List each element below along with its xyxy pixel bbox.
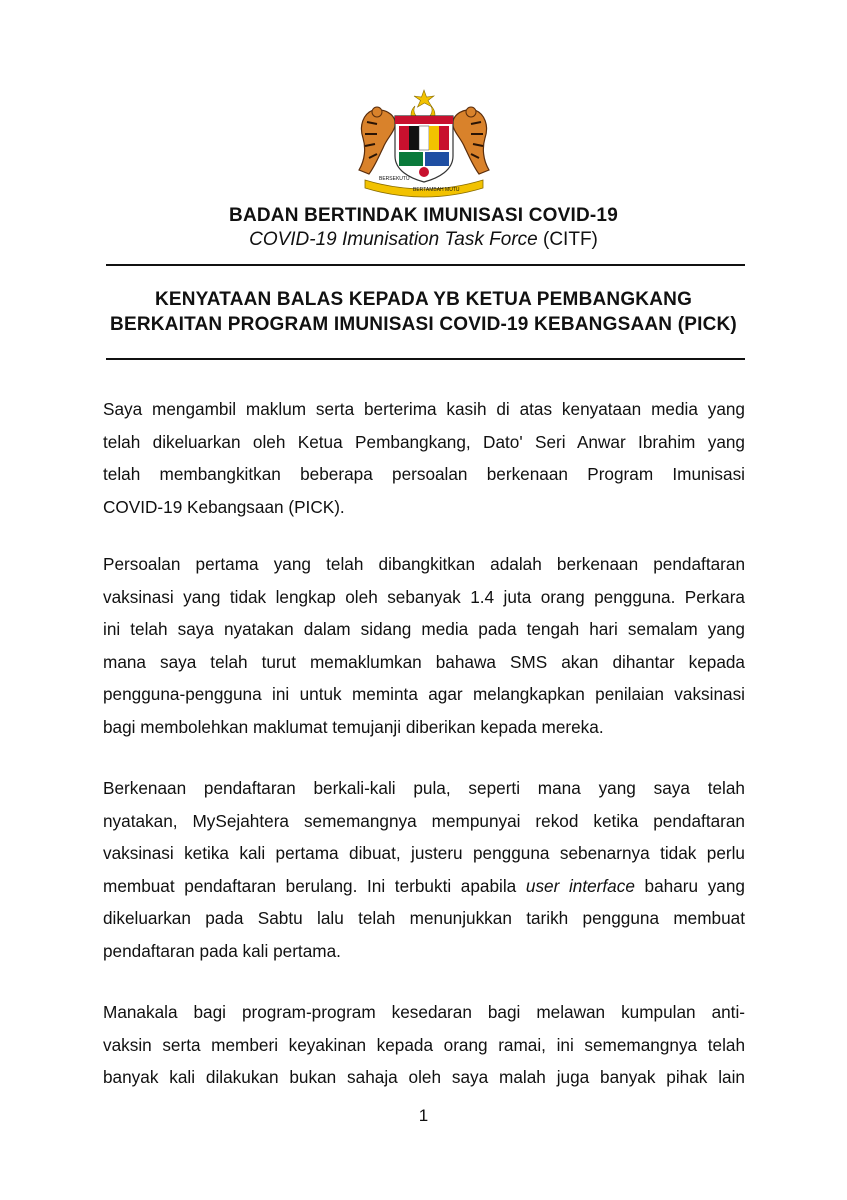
paragraph-text: baharu yang	[634, 875, 745, 896]
paragraph-1	[103, 393, 745, 523]
crest-motto-right: BERTAMBAH MUTU	[413, 187, 460, 193]
divider-top	[106, 264, 745, 266]
malaysia-coat-of-arms-icon	[343, 88, 505, 198]
statement-title-line1: KENYATAAN BALAS KEPADA YB KETUA PEMBANGKANG	[154, 289, 693, 310]
paragraph-4	[103, 996, 745, 1094]
paragraph-line: nyatakan, MySejahtera sememangnya mempunyai rekod ketika pendaftaran	[103, 810, 745, 831]
right-tiger-icon	[453, 107, 489, 174]
paragraph-line: Saya mengambil maklum serta berterima kasih di atas kenyataan media yang	[103, 399, 745, 419]
paragraph-line: telah membangkitkan beberapa persoalan berkenaan Program Imunisasi	[103, 464, 745, 484]
paragraph-line: ini telah saya nyatakan dalam sidang media pada tengah hari semalam yang	[103, 619, 745, 639]
statement-title-line2: BERKAITAN PROGRAM IMUNISASI COVID-19 KEBANGSAAN (PICK)	[110, 314, 737, 335]
paragraph-line: Persoalan pertama yang telah dibangkitkan adalah berkenaan pendaftaran	[103, 554, 745, 574]
org-subtitle	[0, 228, 847, 252]
crest-motto-left: BERSEKUTU	[379, 176, 410, 182]
paragraph-line: bagi membolehkan maklumat temujanji diberikan kepada mereka.	[103, 716, 604, 737]
paragraph-line: COVID-19 Kebangsaan (PICK).	[103, 496, 345, 517]
org-subtitle-acronym: (CITF)	[537, 229, 598, 250]
paragraph-line	[103, 870, 745, 903]
paragraph-line: pendaftaran pada kali pertama.	[103, 940, 341, 961]
left-tiger-icon	[359, 107, 395, 174]
divider-bottom	[106, 358, 745, 360]
paragraph-line: banyak kali dilakukan bukan sahaja oleh saya malah juga banyak pihak lain	[103, 1067, 745, 1087]
paragraph-2	[103, 548, 745, 743]
paragraph-line: Manakala bagi program-program kesedaran bagi melawan kumpulan anti-	[103, 1002, 745, 1022]
org-title: BADAN BERTINDAK IMUNISASI COVID-19	[229, 205, 618, 226]
paragraph-line: pengguna-pengguna ini untuk meminta agar melangkapkan penilaian vaksinasi	[103, 684, 745, 704]
paragraph-line: vaksin serta memberi keyakinan kepada orang ramai, ini sememangnya telah	[103, 1034, 745, 1055]
paragraph-italic-text: user interface	[525, 875, 635, 896]
shield-icon	[395, 116, 453, 182]
paragraph-line: telah dikeluarkan oleh Ketua Pembangkang, Dato' Seri Anwar Ibrahim yang	[103, 431, 745, 452]
paragraph-text: membuat pendaftaran berulang. Ini terbukti apabila	[103, 875, 526, 896]
org-subtitle-italic: COVID-19 Imunisation Task Force	[249, 229, 538, 250]
paragraph-line: vaksinasi ketika kali pertama dibuat, justeru pengguna sebenarnya tidak perlu	[103, 843, 745, 863]
star-icon	[414, 90, 434, 107]
paragraph-3	[103, 772, 745, 967]
paragraph-line: vaksinasi yang tidak lengkap oleh sebanyak 1.4 juta orang pengguna. Perkara	[103, 586, 745, 607]
page-number: 1	[418, 1106, 429, 1125]
paragraph-line: mana saya telah turut memaklumkan bahawa SMS akan dihantar kepada	[103, 651, 745, 672]
paragraph-line: Berkenaan pendaftaran berkali-kali pula, seperti mana yang saya telah	[103, 778, 745, 798]
paragraph-line: dikeluarkan pada Sabtu lalu telah menunjukkan tarikh pengguna membuat	[103, 908, 745, 928]
